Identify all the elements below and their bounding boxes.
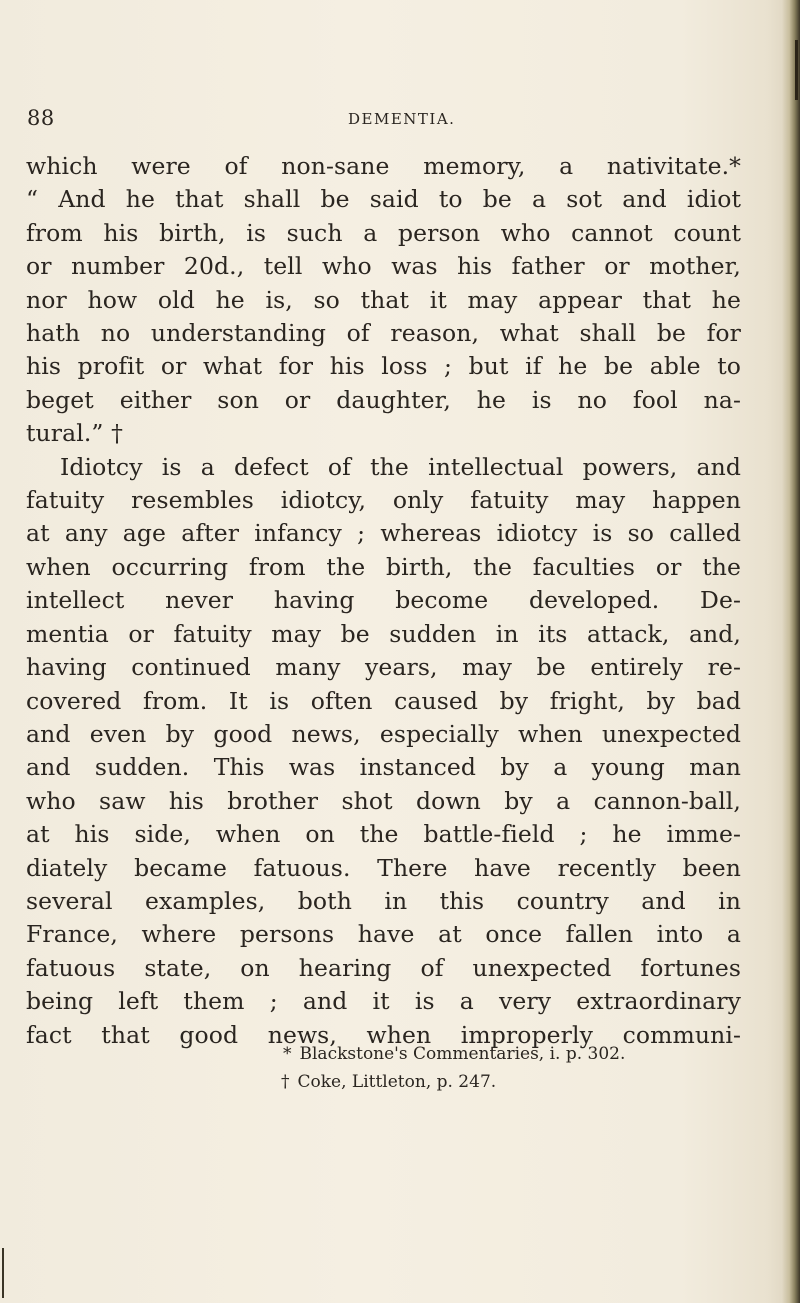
text-line: at any age after infancy ; whereas idiotcy is so called: [26, 519, 741, 548]
text-line: several examples, both in this country and in: [26, 886, 741, 915]
text-line: Idiotcy is a defect of the intellectual powers, and: [60, 452, 741, 481]
text-line: from his birth, is such a person who cannot count: [26, 218, 741, 247]
text-line: having continued many years, may be entirely re-: [26, 653, 741, 682]
text-line: and even by good news, especially when unexpected: [26, 719, 741, 748]
text-line: “ And he that shall be said to be a sot and idiot: [26, 185, 741, 214]
page-edge-shadow: [782, 0, 800, 1303]
text-line: mentia or fatuity may be sudden in its attack, and,: [26, 619, 741, 648]
footnote: [283, 1041, 625, 1068]
running-head: DEMENTIA.: [348, 110, 456, 128]
text-line: fact that good news, when improperly communi-: [26, 1020, 741, 1049]
body-text: [26, 150, 741, 1052]
text-line: fatuity resembles idiotcy, only fatuity may happen: [26, 486, 741, 515]
text-line: France, where persons have at once fallen into a: [26, 920, 741, 949]
text-line: being left them ; and it is a very extraordinary: [26, 987, 741, 1016]
footnote-mark: *: [283, 1044, 292, 1064]
text-line: intellect never having become developed. De-: [26, 586, 741, 615]
binding-mark: [795, 40, 798, 100]
text-line: at his side, when on the battle-field ; he imme-: [26, 820, 741, 849]
text-line: which were of non-sane memory, a nativitate.*: [26, 152, 741, 180]
text-line: tural.” †: [26, 419, 123, 448]
text-line: who saw his brother shot down by a cannon-ball,: [26, 786, 741, 815]
footnote: [281, 1069, 496, 1096]
text-line: fatuous state, on hearing of unexpected fortunes: [26, 953, 741, 982]
page-header: [0, 106, 800, 136]
page-number: 88: [27, 106, 55, 130]
text-line: diately became fatuous. There have recently been: [26, 853, 741, 882]
text-line: beget either son or daughter, he is no fool na-: [26, 385, 741, 414]
text-line: when occurring from the birth, the faculties or the: [26, 552, 741, 581]
text-line: nor how old he is, so that it may appear that he: [26, 285, 741, 314]
footnote-text: Coke, Littleton, p. 247.: [297, 1072, 497, 1092]
footnote-mark: †: [281, 1072, 290, 1092]
margin-mark: [2, 1248, 4, 1298]
footnote-text: Blackstone's Commentaries, i. p. 302.: [299, 1044, 626, 1064]
text-line: or number 20d., tell who was his father or mother,: [26, 252, 741, 281]
text-line: his profit or what for his loss ; but if he be able to: [26, 352, 741, 381]
text-line: and sudden. This was instanced by a young man: [26, 753, 741, 782]
text-line: covered from. It is often caused by fright, by bad: [26, 686, 741, 715]
text-line: hath no understanding of reason, what shall be for: [26, 319, 741, 348]
